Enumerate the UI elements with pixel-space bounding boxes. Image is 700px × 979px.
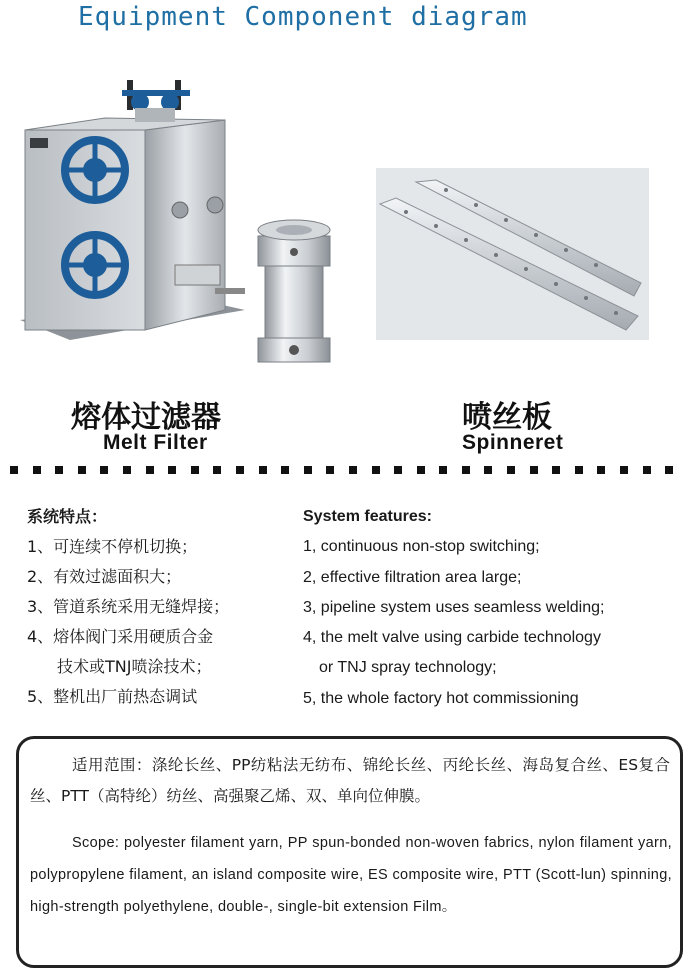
dotted-divider: [10, 466, 700, 474]
melt-filter-caption-en: Melt Filter: [103, 431, 208, 454]
feature-en-item: 4, the melt valve using carbide technology: [303, 629, 601, 647]
features-cn: [27, 502, 229, 712]
page-title: Equipment Component diagram: [78, 2, 528, 32]
feature-cn-item: 4、熔体阀门采用硬质合金: [27, 627, 214, 646]
features-en: [303, 502, 604, 714]
feature-cn-item: 2、有效过滤面积大；: [27, 567, 182, 586]
features-en-heading: System features:: [303, 508, 432, 525]
spinneret-caption-cn: 喷丝板: [462, 400, 552, 435]
melt-filter-caption-cn: 熔体过滤器: [71, 400, 221, 435]
spinneret-image: [376, 168, 649, 340]
feature-cn-item: 5、整机出厂前热态调试: [27, 687, 198, 706]
feature-en-item: 3, pipeline system uses seamless welding;: [303, 598, 605, 616]
feature-en-item: 5, the whole factory hot commissioning: [303, 689, 579, 707]
feature-en-item: 2, effective filtration area large;: [303, 568, 522, 586]
spinneret-caption-en: Spinneret: [462, 431, 564, 454]
features-cn-heading: 系统特点：: [27, 507, 108, 526]
melt-filter-image: [10, 60, 260, 380]
scope-text-cn: 适用范围：涤纶长丝、PP纺粘法无纺布、锦纶长丝、丙纶长丝、海岛复合丝、ES复合丝、PTT（高特纶）纺丝、高强聚乙烯、双、单向位伸膜。: [30, 756, 670, 805]
feature-cn-item-continued: 技术或TNJ喷涂技术；: [57, 657, 212, 676]
feature-cn-item: 1、可连续不停机切换；: [27, 537, 198, 556]
feature-cn-item: 3、管道系统采用无缝焊接；: [27, 597, 230, 616]
feature-en-item-continued: or TNJ spray technology;: [319, 659, 497, 677]
scope-text-en: Scope: polyester filament yarn, PP spun-bonded non-woven fabrics, nylon filament yarn, polypropylene filament, an island composite wire, ES composite wire, PTT (Scott-lun) spinning, high-strength polyethylene, double-, single-bit extension Film。: [30, 835, 672, 916]
feature-en-item: 1, continuous non-stop switching;: [303, 538, 540, 556]
filter-cylinder-image: [255, 216, 333, 368]
